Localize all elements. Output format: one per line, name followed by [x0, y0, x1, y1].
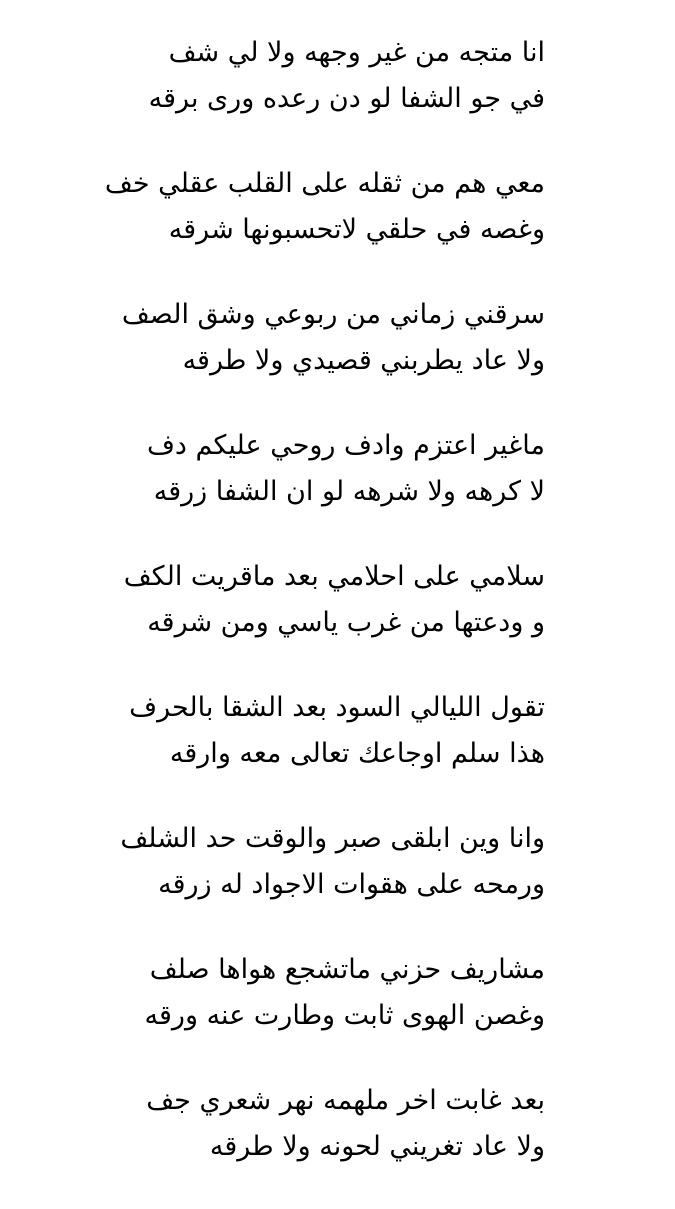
- poem-line: معي هم من ثقله على القلب عقلي خف: [104, 168, 545, 199]
- poem-line: وغصن الهوى ثابت وطارت عنه ورقه: [144, 1000, 545, 1031]
- stanza: [25, 423, 545, 554]
- stanza: [25, 554, 545, 685]
- poem-line: ولا عاد يطربني قصيدي ولا طرقه: [182, 345, 545, 376]
- stanza: [25, 947, 545, 1078]
- poem: [25, 30, 545, 1209]
- poem-line: مشاريف حزني ماتشجع هواها صلف: [149, 954, 545, 985]
- stanza: [25, 685, 545, 816]
- stanza: [25, 30, 545, 161]
- poem-line: في جو الشفا لو دن رعده ورى برقه: [148, 83, 545, 114]
- poem-line: ولا عاد تغريني لحونه ولا طرقه: [209, 1131, 545, 1162]
- poem-line: تقول الليالي السود بعد الشقا بالحرف: [129, 692, 545, 723]
- stanza: [25, 292, 545, 423]
- poem-line: و ودعتها من غرب ياسي ومن شرقه: [147, 607, 545, 638]
- stanza: [25, 1078, 545, 1209]
- stanza: [25, 816, 545, 947]
- poem-line: وانا وين ابلقى صبر والوقت حد الشلف: [120, 823, 545, 854]
- poem-line: لا كرهه ولا شرهه لو ان الشفا زرقه: [153, 476, 545, 507]
- poem-line: وغصه في حلقي لاتحسبونها شرقه: [168, 214, 545, 245]
- poem-line: ورمحه على هقوات الاجواد له زرقه: [158, 869, 545, 900]
- poem-line: هذا سلم اوجاعك تعالى معه وارقه: [169, 738, 545, 769]
- stanza: [25, 161, 545, 292]
- poem-line: سلامي على احلامي بعد ماقريت الكف: [123, 561, 545, 592]
- poem-line: سرقني زماني من ربوعي وشق الصف: [121, 299, 545, 330]
- poem-line: بعد غابت اخر ملهمه نهر شعري جف: [146, 1085, 545, 1116]
- poem-line: ماغير اعتزم وادف روحي عليكم دف: [146, 430, 545, 461]
- poem-line: انا متجه من غير وجهه ولا لي شف: [168, 37, 545, 68]
